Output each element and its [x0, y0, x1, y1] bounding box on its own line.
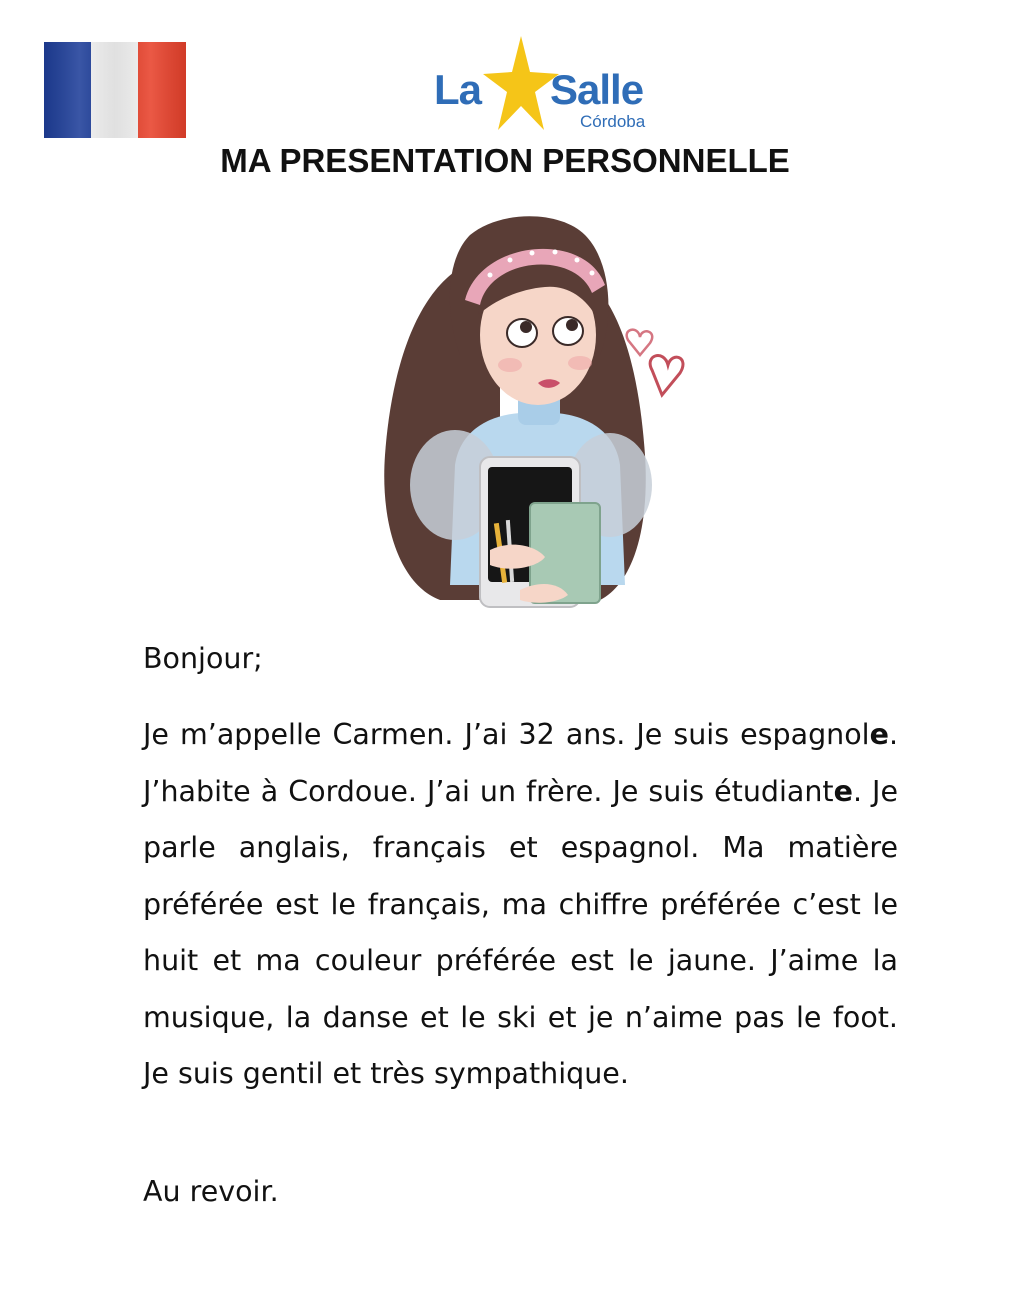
greeting: Bonjour;: [143, 642, 263, 675]
girl-illustration: [370, 205, 700, 615]
body-part-2: . J’habite à Cordoue. J’ai un frère. Je suis étudiant: [143, 718, 898, 808]
la-salle-logo: [430, 34, 670, 134]
body-bold-2: e: [833, 774, 853, 808]
body-part-3: . Je parle anglais, français et espagnol. Ma matière préférée est le français, ma chiffre préférée c’est le huit et ma couleur préférée est le jaune. J’aime la musique, la danse et le ski et je n’aime pas le foot. Je suis gentil et très sympathique.: [143, 774, 898, 1090]
body-bold-1: e: [869, 718, 889, 751]
page-title: MA PRESENTATION PERSONNELLE: [220, 142, 790, 179]
closing: Au revoir.: [143, 1175, 279, 1208]
body-part-1: Je m’appelle Carmen. J’ai 32 ans. Je suis espagnol: [143, 718, 870, 751]
star-icon: [482, 34, 560, 132]
french-flag-icon: [44, 42, 186, 138]
logo-word-la: La: [434, 66, 482, 113]
letter-body: [143, 707, 898, 1103]
logo-city: Córdoba: [580, 112, 646, 131]
logo-word-salle: Salle: [550, 66, 644, 113]
